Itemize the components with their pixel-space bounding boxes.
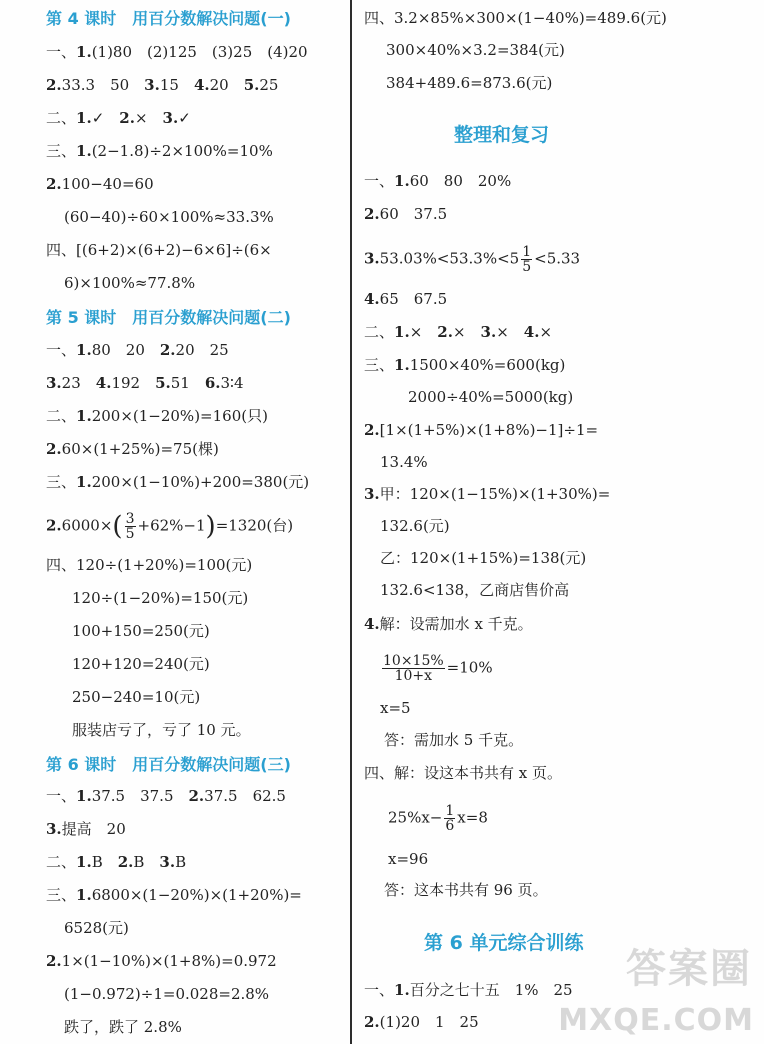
review-row-15: $\frac{10\times 15\%}{10+x}$ =10% (383, 653, 493, 684)
review-row-18: 四、解：设这本书共有 x 页。 (364, 764, 562, 782)
l5-row-9: 100+150=250(元) (72, 622, 210, 640)
l5-row-7: 四、120÷(1+20%)=100(元) (46, 556, 253, 574)
fraction: $\frac{1}{5}$ (522, 244, 532, 275)
column-divider (350, 0, 352, 1044)
l4-row-1: 一、1.(1)80 (2)125 (3)25 (4)20 (46, 43, 308, 61)
review-row-11: 132.6(元) (380, 517, 450, 535)
r-top-row-3: 384+489.6=873.6(元) (386, 74, 553, 92)
l5-row-4: 2.60×(1+25%)=75(棵) (46, 440, 219, 458)
l5-row-8: 120÷(1−20%)=150(元) (72, 589, 249, 607)
review-row-20: x=96 (388, 850, 429, 868)
review-row-1: 一、1.60 80 20% (364, 172, 512, 190)
review-row-9: 13.4% (380, 453, 428, 471)
review-row-8: 2.[1×(1+5%)×(1+8%)−1]÷1= (364, 421, 599, 439)
unit-row-2: 2.(1)20 1 25 (364, 1013, 479, 1031)
l5-row-5: 三、1.200×(1−10%)+200=380(元) (46, 473, 310, 491)
review-row-16: x=5 (380, 699, 411, 717)
l5-row-6: 2.6000×( $\frac{3}{5}$ +62%−1)=1320(台) (46, 511, 294, 542)
review-row-17: 答：需加水 5 千克。 (384, 731, 524, 749)
l5-row-3: 二、1.200×(1−20%)=160(只) (46, 407, 268, 425)
l6-row-2: 3.提高 20 (46, 820, 126, 838)
review-row-12: 乙：120×(1+15%)=138(元) (380, 549, 587, 567)
review-row-19: 25%x− $\frac{1}{6}$ x=8 (388, 803, 488, 834)
l5-row-1: 一、1.80 20 2.20 25 (46, 341, 229, 359)
l4-row-4: 三、1.(2−1.8)÷2×100%=10% (46, 142, 273, 160)
l5-row-10: 120+120=240(元) (72, 655, 210, 673)
l5-row-2: 3.23 4.192 5.51 6.3∶4 (46, 374, 244, 392)
l4-row-5: 2.100−40=60 (46, 175, 154, 193)
l5-row-11: 250−240=10(元) (72, 688, 201, 706)
lesson-4-title: 第 4 课时 用百分数解决问题(一) (46, 9, 291, 28)
review-row-10: 3.甲：120×(1−15%)×(1+30%)= (364, 485, 611, 503)
unit-row-1: 一、1.百分之七十五 1% 25 (364, 981, 573, 999)
l6-row-8: 跌了，跌了 2.8% (64, 1018, 182, 1036)
l6-row-6: 2.1×(1−10%)×(1+8%)=0.972 (46, 952, 277, 970)
review-row-3: 3.53.03%<53.3%<5 $\frac{1}{5}$ <5.33 (364, 244, 581, 275)
fraction: $\frac{3}{5}$ (125, 511, 135, 542)
review-row-13: 132.6<138，乙商店售价高 (380, 581, 570, 599)
lesson-5-title: 第 5 课时 用百分数解决问题(二) (46, 308, 291, 327)
l6-row-3: 二、1.B 2.B 3.B (46, 853, 187, 871)
l6-row-5: 6528(元) (64, 919, 129, 937)
l5-row-12: 服装店亏了，亏了 10 元。 (72, 721, 251, 739)
watermark-logo: 答案圈 (626, 946, 752, 992)
l4-row-8: 6)×100%≈77.8% (64, 274, 196, 292)
l4-row-3: 二、1.✓ 2.× 3.✓ (46, 109, 191, 127)
lesson-6-title: 第 6 课时 用百分数解决问题(三) (46, 755, 291, 774)
review-title: 整理和复习 (454, 124, 550, 146)
l4-row-2: 2.33.3 50 3.15 4.20 5.25 (46, 76, 279, 94)
review-row-4: 4.65 67.5 (364, 290, 448, 308)
l4-row-6: (60−40)÷60×100%≈33.3% (64, 208, 274, 226)
fraction: $\frac{1}{6}$ (445, 803, 455, 834)
watermark-url: MXQE.COM (558, 1003, 754, 1038)
review-row-14: 4.解：设需加水 x 千克。 (364, 615, 533, 633)
r-top-row-1: 四、3.2×85%×300×(1−40%)=489.6(元) (364, 9, 667, 27)
r-top-row-2: 300×40%×3.2=384(元) (386, 41, 565, 59)
l6-row-7: (1−0.972)÷1=0.028=2.8% (64, 985, 270, 1003)
review-row-5: 二、1.× 2.× 3.× 4.× (364, 323, 553, 341)
l6-row-4: 三、1.6800×(1−20%)×(1+20%)= (46, 886, 302, 904)
review-row-6: 三、1.1500×40%=600(kg) (364, 356, 566, 374)
unit-6-title: 第 6 单元综合训练 (424, 932, 584, 954)
fraction: $\frac{10\times 15\%}{10+x}$ (383, 653, 444, 684)
l6-row-1: 一、1.37.5 37.5 2.37.5 62.5 (46, 787, 286, 805)
review-row-2: 2.60 37.5 (364, 205, 448, 223)
review-row-21: 答：这本书共有 96 页。 (384, 881, 548, 899)
l4-row-7: 四、[(6+2)×(6+2)−6×6]÷(6× (46, 241, 272, 259)
review-row-7: 2000÷40%=5000(kg) (408, 388, 574, 406)
